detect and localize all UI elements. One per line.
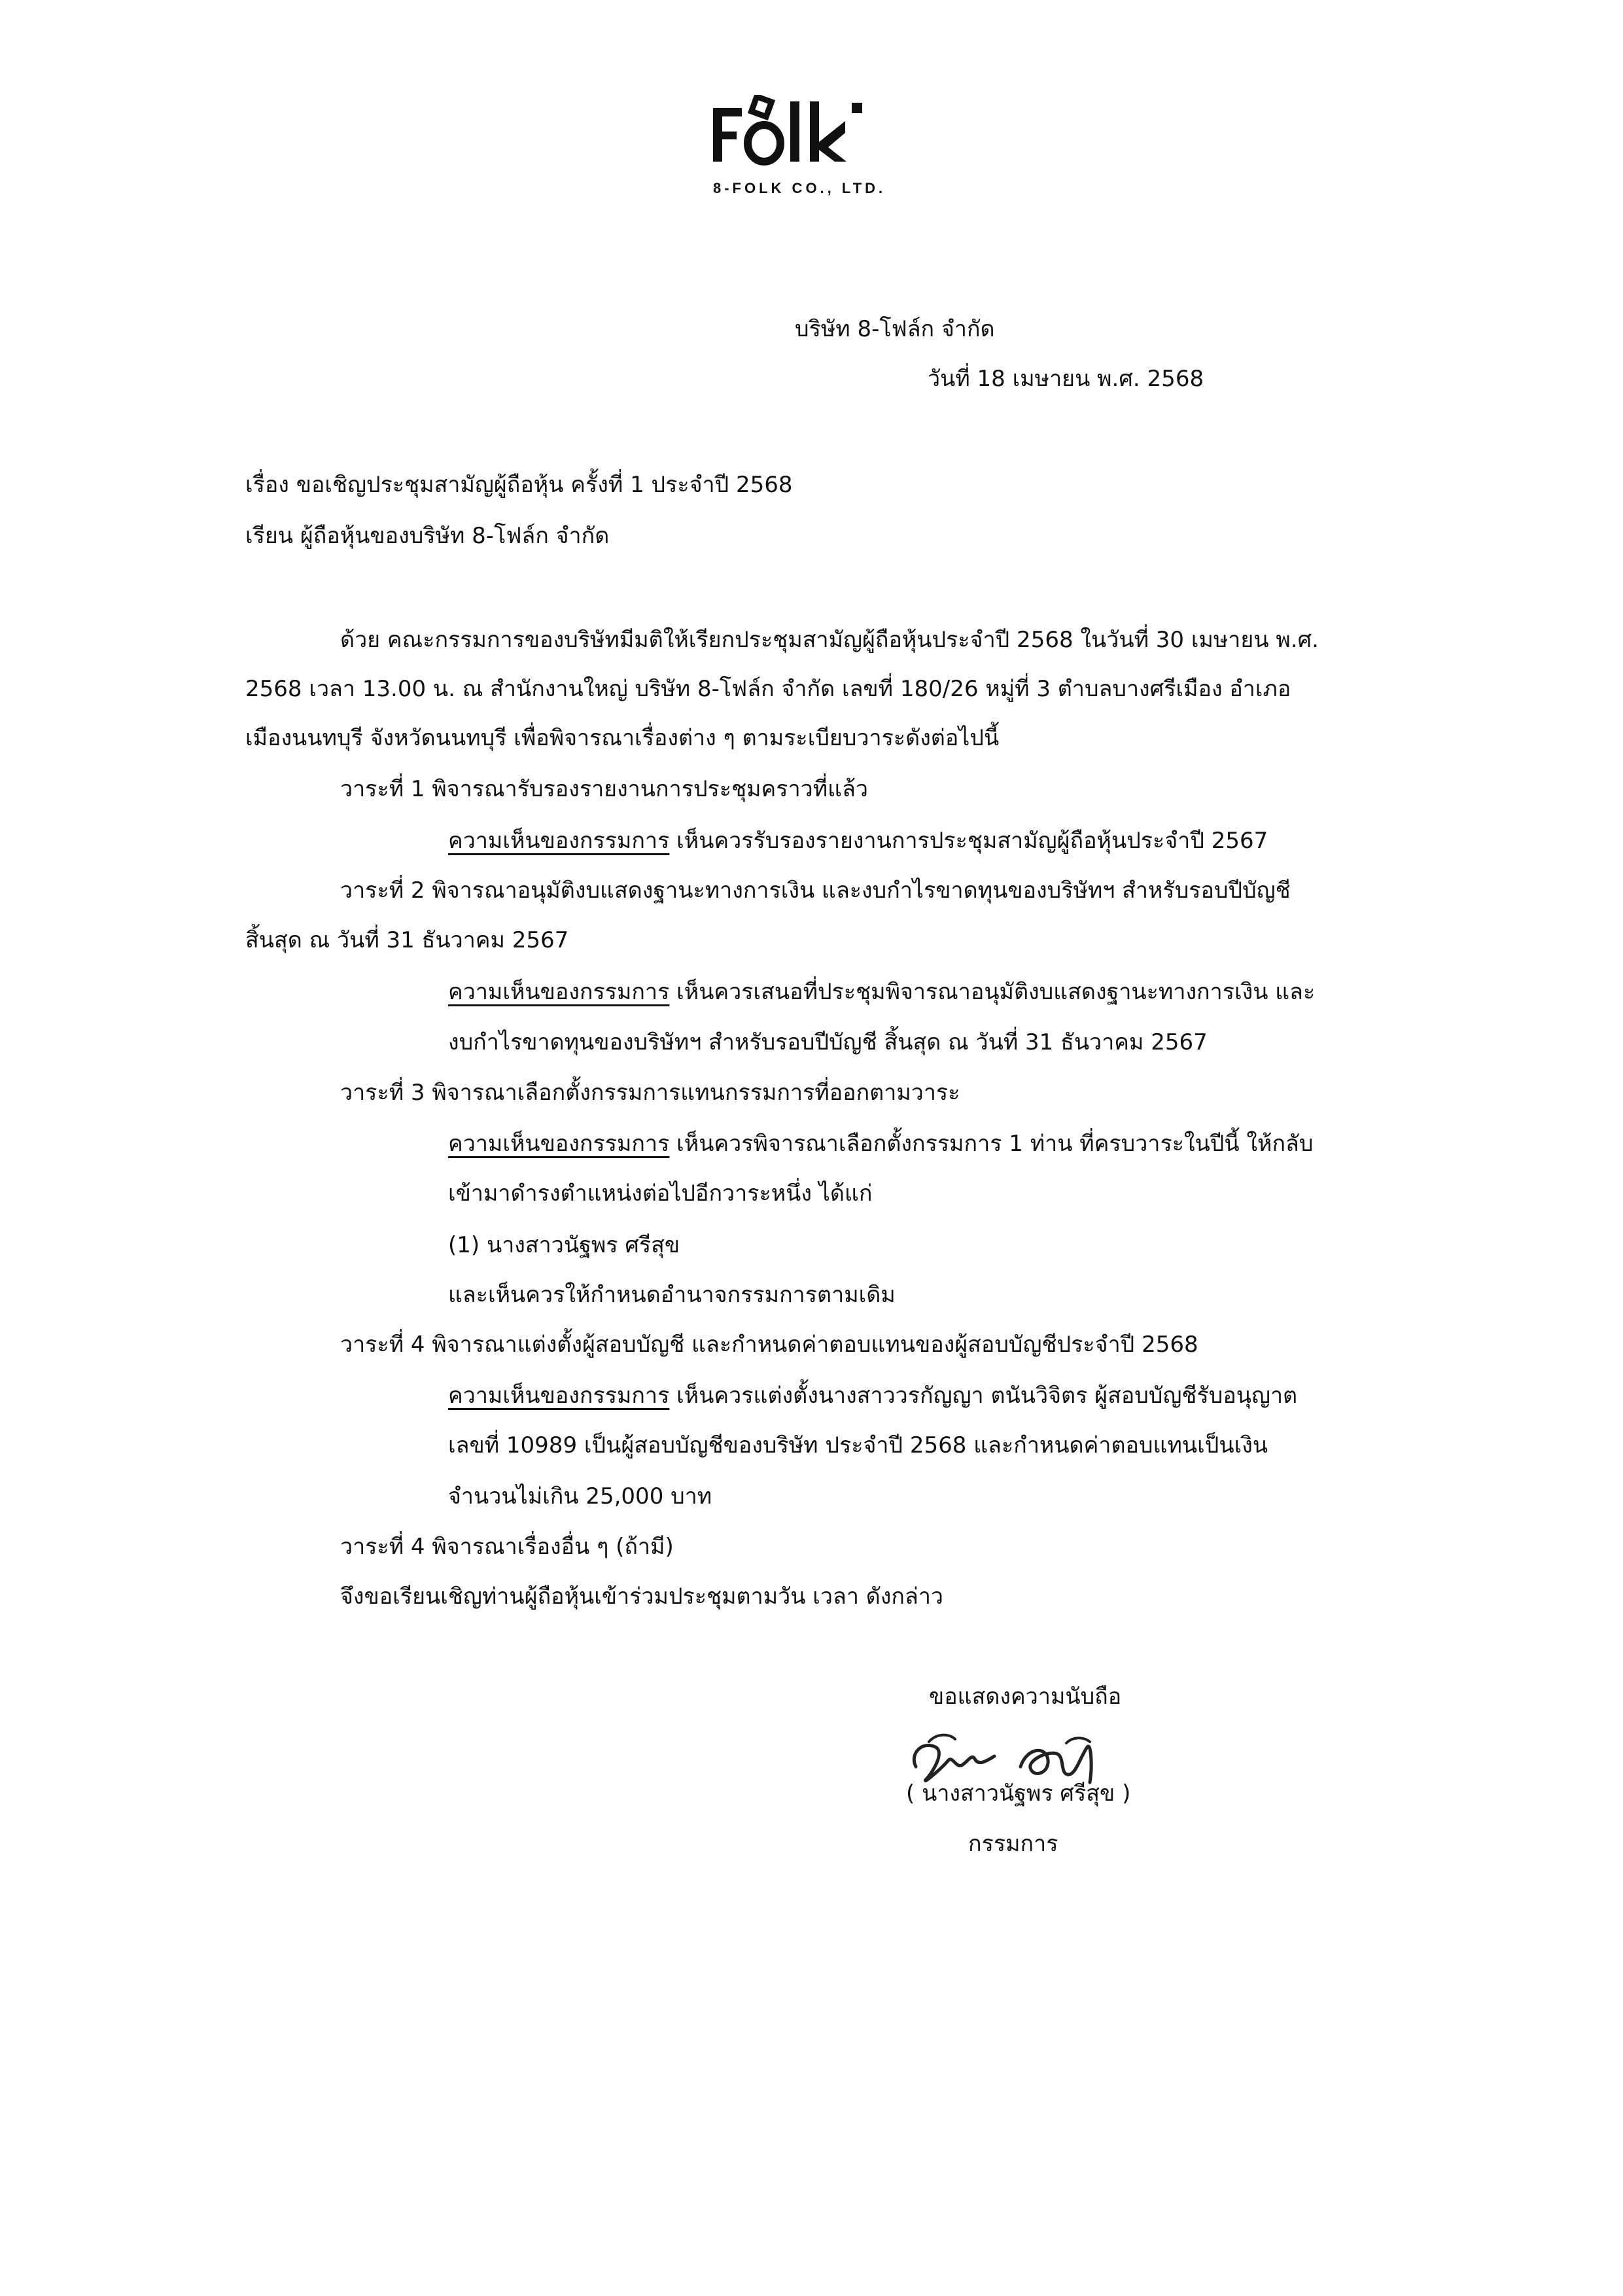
agenda-1-title: วาระที่ 1 พิจารณารับรองรายงานการประชุมคราวที่แล้ว <box>340 776 869 802</box>
agenda-1-opinion <box>448 826 1268 856</box>
agenda-4-title: วาระที่ 4 พิจารณาแต่งตั้งผู้สอบบัญชี และกำหนดค่าตอบแทนของผู้สอบบัญชีประจำปี 2568 <box>340 1332 1198 1358</box>
opinion-text: เห็นควรรับรองรายงานการประชุมสามัญผู้ถือหุ้นประจำปี 2567 <box>676 828 1268 854</box>
opinion-label: ความเห็นของกรรมการ <box>448 1383 670 1409</box>
signer-position: กรรมการ <box>968 1831 1058 1857</box>
signer-name: ( นางสาวนัฐพร ศรีสุข ) <box>906 1780 1131 1807</box>
agenda-5-title: วาระที่ 4 พิจารณาเรื่องอื่น ๆ (ถ้ามี) <box>340 1534 674 1560</box>
agenda-4-opinion <box>448 1381 1297 1411</box>
agenda-2-opinion <box>448 977 1315 1007</box>
opinion-label: ความเห็นของกรรมการ <box>448 828 670 854</box>
intro-line-3: เมืองนนทบุรี จังหวัดนนทบุรี เพื่อพิจารณาเรื่องต่าง ๆ ตามระเบียบวาระดังต่อไปนี้ <box>245 725 1000 751</box>
agenda-3-opinion <box>448 1129 1313 1159</box>
agenda-4-opinion-cont-1: เลขที่ 10989 เป็นผู้สอบบัญชีของบริษัท ประจำปี 2568 และกำหนดค่าตอบแทนเป็นเงิน <box>448 1432 1268 1458</box>
opinion-text: เห็นควรเสนอที่ประชุมพิจารณาอนุมัติงบแสดงฐานะทางการเงิน และ <box>676 979 1316 1005</box>
opinion-label: ความเห็นของกรรมการ <box>448 1131 670 1157</box>
subject-line: เรื่อง ขอเชิญประชุมสามัญผู้ถือหุ้น ครั้งที่ 1 ประจำปี 2568 <box>245 472 793 498</box>
closing-line: จึงขอเรียนเชิญท่านผู้ถือหุ้นเข้าร่วมประชุมตามวัน เวลา ดังกล่าว <box>340 1583 944 1610</box>
agenda-3-title: วาระที่ 3 พิจารณาเลือกตั้งกรรมการแทนกรรมการที่ออกตามวาระ <box>340 1080 960 1106</box>
logo-company-line: 8-FOLK CO., LTD. <box>713 180 886 196</box>
agenda-4-opinion-cont-2: จำนวนไม่เกิน 25,000 บาท <box>448 1483 712 1510</box>
header-company: บริษัท 8-โฟล์ก จำกัด <box>795 316 995 342</box>
regards-text: ขอแสดงความนับถือ <box>929 1684 1122 1710</box>
agenda-3-opinion-cont: เข้ามาดำรงตำแหน่งต่อไปอีกวาระหนึ่ง ได้แก่ <box>448 1180 873 1207</box>
intro-line-1: ด้วย คณะกรรมการของบริษัทมีมติให้เรียกประชุมสามัญผู้ถือหุ้นประจำปี 2568 ในวันที่ 30 เมษายน พ.ศ. <box>340 627 1319 653</box>
company-logo <box>700 95 922 206</box>
agenda-2-opinion-cont: งบกำไรขาดทุนของบริษัทฯ สำหรับรอบปีบัญชี สิ้นสุด ณ วันที่ 31 ธันวาคม 2567 <box>448 1029 1208 1055</box>
agenda-2-title: วาระที่ 2 พิจารณาอนุมัติงบแสดงฐานะทางการเงิน และงบกำไรขาดทุนของบริษัทฯ สำหรับรอบปีบัญชี <box>340 877 1291 904</box>
intro-line-2: 2568 เวลา 13.00 น. ณ สำนักงานใหญ่ บริษัท 8-โฟล์ก จำกัด เลขที่ 180/26 หมู่ที่ 3 ตำบลบางศรีเมือง อำเภอ <box>245 676 1291 702</box>
agenda-3-extra: และเห็นควรให้กำหนดอำนาจกรรมการตามเดิม <box>448 1282 896 1308</box>
agenda-2-title-cont: สิ้นสุด ณ วันที่ 31 ธันวาคม 2567 <box>245 927 569 953</box>
header-date: วันที่ 18 เมษายน พ.ศ. 2568 <box>928 366 1204 392</box>
folk-logo-icon <box>700 95 922 173</box>
agenda-3-nominee: (1) นางสาวนัฐพร ศรีสุข <box>448 1232 680 1258</box>
opinion-text: เห็นควรแต่งตั้งนางสาววรกัญญา ตนันวิจิตร ผู้สอบบัญชีรับอนุญาต <box>676 1383 1298 1409</box>
opinion-label: ความเห็นของกรรมการ <box>448 979 670 1005</box>
to-line: เรียน ผู้ถือหุ้นของบริษัท 8-โฟล์ก จำกัด <box>245 523 610 549</box>
opinion-text: เห็นควรพิจารณาเลือกตั้งกรรมการ 1 ท่าน ที่ครบวาระในปีนี้ ให้กลับ <box>676 1131 1314 1157</box>
